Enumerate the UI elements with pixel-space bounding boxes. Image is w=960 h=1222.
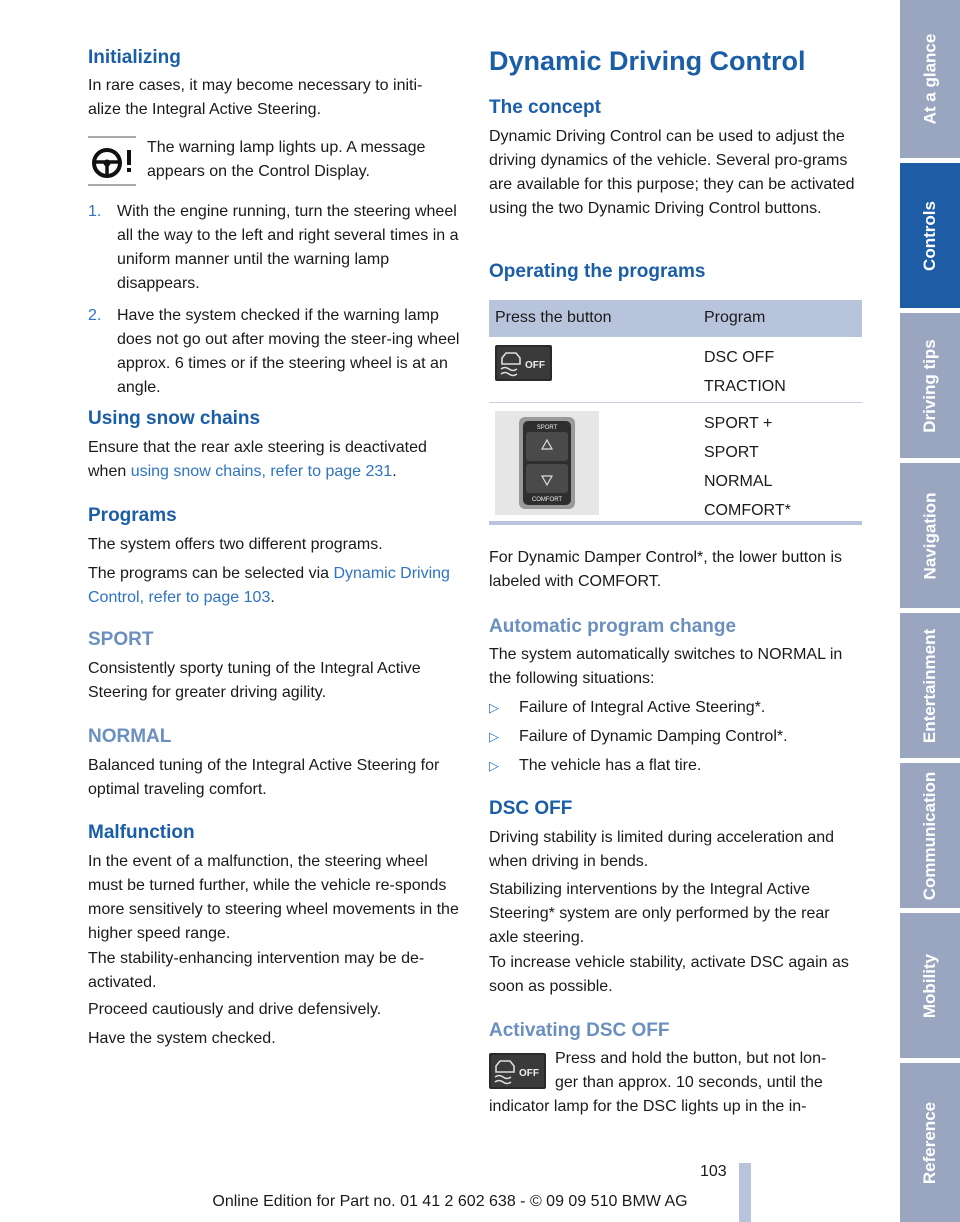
programs-table: [489, 300, 862, 525]
tab-label: At a glance: [920, 33, 940, 125]
program-dsc-off: DSC OFF: [704, 349, 775, 366]
page-title: Dynamic Driving Control: [489, 46, 806, 76]
table-row: [489, 337, 862, 403]
malfunction-heading: Malfunction: [88, 822, 195, 843]
malfunction-text-1: In the event of a malfunction, the steering wheel must be turned further, while the vehicle re-sponds more sensitively to steering wheel movements in the higher speed range.: [88, 853, 459, 942]
tab-driving-tips[interactable]: [900, 313, 960, 458]
concept-text: Dynamic Driving Control can be used to adjust the driving dynamics of the vehicle. Several pro-grams are available for this purpose; they can be activated using the two Dynamic Driving Control buttons.: [489, 128, 855, 217]
normal-heading: NORMAL: [88, 726, 172, 747]
warning-lamp-text: The warning lamp lights up. A message appears on the Control Display.: [147, 139, 426, 180]
operating-heading: Operating the programs: [489, 261, 706, 282]
program-comfort: COMFORT*: [704, 502, 791, 519]
program-normal: NORMAL: [704, 473, 773, 490]
normal-text: Balanced tuning of the Integral Active Steering for optimal traveling comfort.: [88, 757, 440, 798]
comfort-note: For Dynamic Damper Control*, the lower button is labeled with COMFORT.: [489, 549, 843, 590]
page-number: 103: [700, 1163, 727, 1180]
initializing-heading: Initializing: [88, 47, 181, 68]
step-1: [88, 200, 462, 296]
row-1-programs: [704, 343, 786, 401]
tab-entertainment[interactable]: [900, 613, 960, 758]
switch-label-sport: SPORT: [536, 425, 558, 431]
bullet-icon: ▷: [489, 700, 499, 715]
step-1-text: With the engine running, turn the steering wheel all the way to the left and right several times in a uniform manner until the warning lamp disappears.: [117, 203, 459, 292]
dsc-off-label-small: OFF: [519, 1068, 539, 1079]
initializing-intro: [88, 74, 422, 122]
step-1-number: 1.: [88, 203, 102, 220]
activating-text-line2: ger than approx. 10 seconds, until the: [555, 1074, 823, 1091]
auto-change-list: [489, 696, 862, 778]
footer-edition: Online Edition for Part no. 01 41 2 602 638 - © 09 09 510 BMW AG: [212, 1193, 688, 1210]
dynamic-driving-control-link[interactable]: Dynamic Driving Control, refer to page 103: [88, 565, 450, 606]
table-header: [489, 300, 862, 337]
tab-at-a-glance[interactable]: [900, 0, 960, 158]
tab-navigation[interactable]: [900, 463, 960, 608]
malfunction-text-4: Have the system checked.: [88, 1030, 276, 1047]
program-sport-plus: SPORT +: [704, 415, 773, 432]
concept-heading: The concept: [489, 97, 601, 118]
snow-chains-link[interactable]: using snow chains, refer to page 231: [130, 463, 393, 480]
activating-dsc-off-heading: Activating DSC OFF: [489, 1020, 670, 1041]
programs-heading: Programs: [88, 505, 177, 526]
tab-label: Navigation: [920, 492, 939, 579]
steering-warning-icon: [88, 136, 136, 186]
auto-change-heading: Automatic program change: [489, 616, 737, 637]
programs-text-2-post: .: [270, 589, 275, 606]
sport-heading: SPORT: [88, 629, 154, 650]
step-2: [88, 304, 462, 400]
bullet-icon: ▷: [489, 758, 499, 773]
activating-text-line1: Press and hold the button, but not lon-: [555, 1050, 827, 1067]
step-2-text: Have the system checked if the warning lamp does not go out after moving the steer-ing wheel approx. 6 times or if the steering wheel is at an angle.: [117, 307, 460, 396]
table-header-program: Program: [704, 309, 766, 326]
tab-reference[interactable]: [900, 1063, 960, 1222]
list-item: [489, 754, 862, 778]
list-item: [489, 696, 862, 720]
tab-controls[interactable]: [900, 163, 960, 308]
list-item-text: Failure of Dynamic Damping Control*.: [519, 728, 788, 745]
dsc-off-text-3: To increase vehicle stability, activate DSC again as soon as possible.: [489, 954, 849, 995]
snow-chains-text-post: .: [392, 463, 397, 480]
table-header-button: Press the button: [495, 309, 612, 326]
initializing-steps: [88, 200, 462, 400]
malfunction-text-2: The stability-enhancing intervention may be de-activated.: [88, 950, 425, 991]
auto-change-intro: The system automatically switches to NORMAL in the following situations:: [489, 646, 843, 687]
program-sport: SPORT: [704, 444, 759, 461]
bullet-icon: ▷: [489, 729, 499, 744]
programs-text-2: [88, 562, 462, 610]
dsc-off-button-icon-small: [489, 1053, 546, 1094]
initializing-intro-line2: alize the Integral Active Steering.: [88, 101, 322, 118]
malfunction-text-3: Proceed cautiously and drive defensively.: [88, 1001, 382, 1018]
list-item-text: Failure of Integral Active Steering*.: [519, 699, 766, 716]
list-item-text: The vehicle has a flat tire.: [519, 757, 702, 774]
programs-text-1: The system offers two different programs.: [88, 536, 383, 553]
snow-chains-text-pre: Ensure that the rear axle steering is deactivated when: [88, 439, 427, 480]
program-traction: TRACTION: [704, 378, 786, 395]
activating-text-line3: indicator lamp for the DSC lights up in the in-: [489, 1098, 807, 1115]
initializing-intro-line1: In rare cases, it may become necessary to initi-: [88, 77, 423, 94]
table-row: [489, 403, 862, 521]
snow-chains-text: [88, 436, 462, 484]
row-2-programs: [704, 409, 791, 525]
snow-chains-heading: Using snow chains: [88, 408, 261, 429]
dsc-off-text-1: Driving stability is limited during acceleration and when driving in bends.: [489, 829, 835, 870]
programs-text-2-pre: The programs can be selected via: [88, 565, 334, 582]
sport-comfort-switch-icon: [495, 411, 599, 520]
list-item: [489, 725, 862, 749]
dsc-off-text-2: Stabilizing interventions by the Integral Active Steering* system are only performed by the rear axle steering.: [489, 881, 830, 946]
tab-label: Controls: [920, 200, 940, 271]
sport-text: Consistently sporty tuning of the Integral Active Steering for greater driving agility.: [88, 660, 421, 701]
tab-communication[interactable]: [900, 763, 960, 908]
step-2-number: 2.: [88, 307, 102, 324]
tab-label: Reference: [920, 1101, 939, 1184]
table-bottom-rule: [489, 521, 862, 525]
tab-label: Mobility: [920, 953, 939, 1018]
dsc-off-label: OFF: [525, 360, 545, 371]
dsc-off-button-icon: [495, 345, 552, 386]
switch-label-comfort: COMFORT: [531, 497, 563, 503]
tab-label: Driving tips: [920, 338, 940, 433]
chapter-sidebar: [900, 0, 960, 1222]
tab-label: Entertainment: [920, 628, 940, 743]
tab-label: Communication: [920, 771, 940, 900]
dsc-off-heading: DSC OFF: [489, 798, 573, 819]
tab-mobility[interactable]: [900, 913, 960, 1058]
